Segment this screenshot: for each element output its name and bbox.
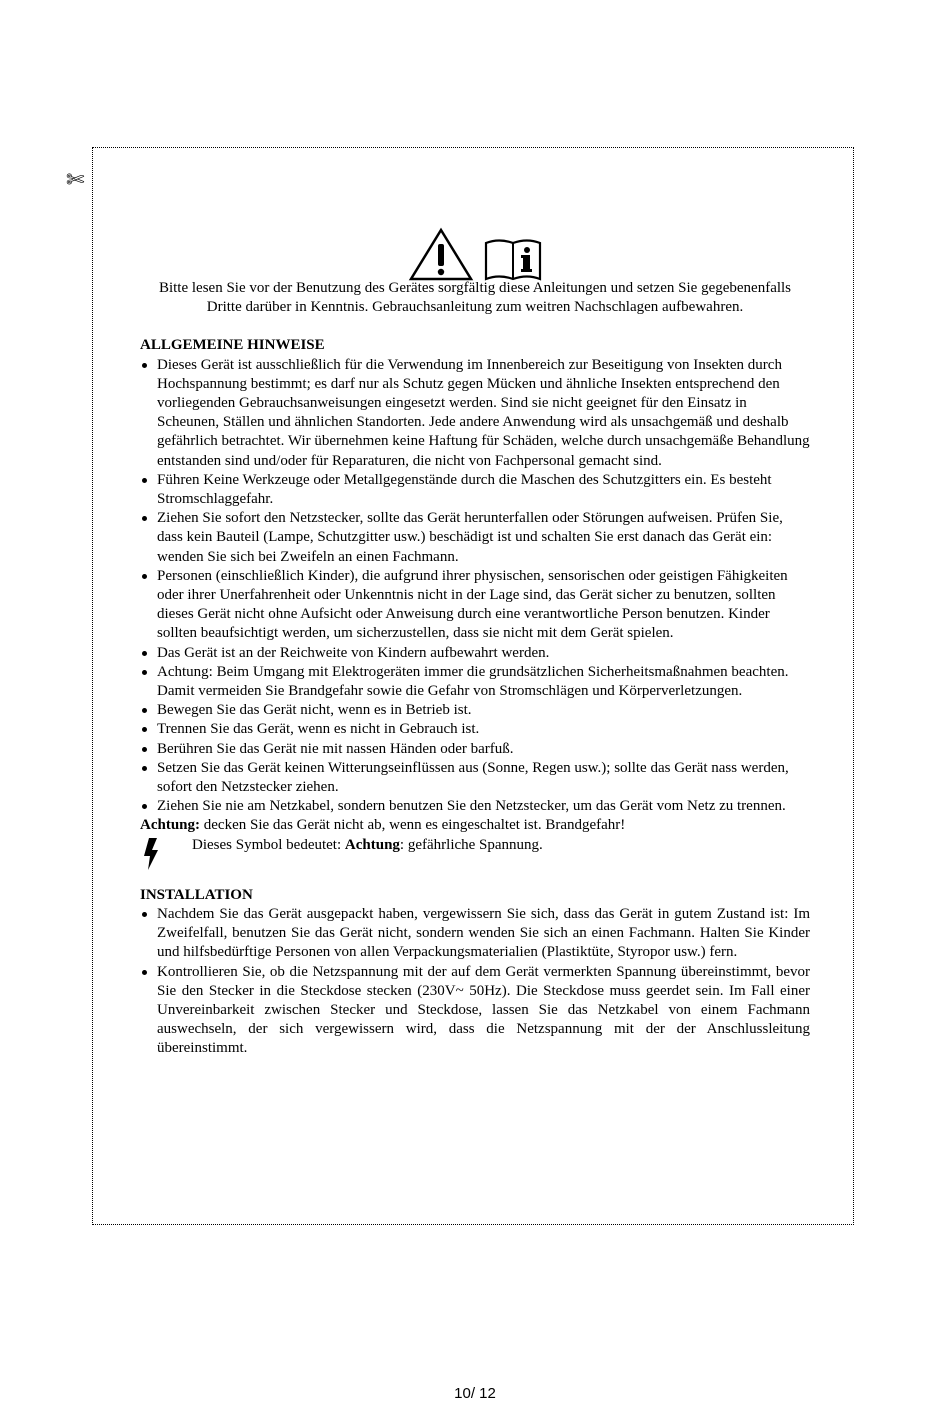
read-manual-icon — [484, 237, 542, 281]
list-item: Das Gerät ist an der Reichweite von Kindern aufbewahrt werden. — [140, 644, 810, 663]
document-content — [140, 227, 810, 1059]
header-icons — [140, 227, 810, 281]
voltage-symbol-note — [140, 836, 810, 874]
installation-list — [140, 905, 810, 1059]
list-item: Trennen Sie das Gerät, wenn es nicht in Gebrauch ist. — [140, 720, 810, 739]
warning-triangle-icon — [408, 227, 474, 281]
general-heading: ALLGEMEINE HINWEISE — [140, 337, 325, 354]
intro-text: Bitte lesen Sie vor der Benutzung des Gerätes sorgfältig diese Anleitungen und setzen Sie gegebenenfalls Dritte darüber in Kenntnis. Gebrauchsanleitung zum weitren Nachschlagen aufbewahren. — [158, 280, 792, 316]
list-item: Berühren Sie das Gerät nie mit nassen Händen oder barfuß. — [140, 740, 810, 759]
symbol-prefix: Dieses Symbol bedeutet: — [192, 836, 345, 853]
list-item: Setzen Sie das Gerät keinen Witterungseinflüssen aus (Sonne, Regen usw.); sollte das Gerät nass werden, sofort den Netzstecker ziehen. — [140, 759, 810, 797]
general-list — [140, 356, 810, 817]
symbol-suffix: : gefährliche Spannung. — [399, 836, 543, 853]
list-item: Personen (einschließlich Kinder), die aufgrund ihrer physischen, sensorischen oder geistigen Fähigkeiten oder ihrer Unerfahrenheit oder Unkenntnis nicht in der Lage sind, das Gerät sicher zu benutzen, sollten dieses Gerät nicht ohne Aufsicht oder Anweisung durch eine verantwortliche Person benutzen. Kinder sollten beaufsichtigt werden, um sicherzustellen, dass sie nicht mit dem Gerät spielen. — [140, 567, 810, 644]
high-voltage-icon — [140, 836, 192, 874]
warning-text: decken Sie das Gerät nicht ab, wenn es eingeschaltet ist. Brandgefahr! — [200, 817, 626, 834]
list-item: Ziehen Sie sofort den Netzstecker, sollte das Gerät herunterfallen oder Störungen aufweisen. Prüfen Sie, dass kein Bauteil (Lampe, Schutzgitter usw.) beschädigt ist und schalten Sie erst danach das Gerät ein: wenden Sie sich bei Zweifeln an einen Fachmann. — [140, 509, 810, 567]
page-number: 10/ 12 — [454, 1385, 496, 1402]
warning-label: Achtung: — [140, 817, 201, 834]
list-item: Bewegen Sie das Gerät nicht, wenn es in Betrieb ist. — [140, 701, 810, 720]
symbol-bold: Achtung — [344, 836, 400, 853]
list-item: Führen Keine Werkzeuge oder Metallgegenstände durch die Maschen des Schutzgitters ein. Es besteht Stromschlaggefahr. — [140, 471, 810, 509]
installation-heading: INSTALLATION — [140, 886, 253, 903]
list-item: Kontrollieren Sie, ob die Netzspannung mit der auf dem Gerät vermerkten Spannung übereinstimmt, bevor Sie den Stecker in die Steckdose stecken (230V~ 50Hz). Die Steckdose muss geerdet sein. Im Fall einer Unvereinbarkeit zwischen Stecker und Steckdose, lassen Sie das Netzkabel von einem Fachmann auswechseln, der sich vergewissern wird, dass die Netzspannung mit der der Anschlussleitung übereinstimmt. — [140, 963, 810, 1059]
list-item: Dieses Gerät ist ausschließlich für die Verwendung im Innenbereich zur Beseitigung von Insekten durch Hochspannung bestimmt; es darf nur als Schutz gegen Mücken und ähnliche Insekten entsprechend den vorliegenden Gebrauchsanweisungen eingesetzt werden. Sind sie nicht geeignet für den Einsatz in Scheunen, Ställen und ähnlichen Standorten. Jede andere Anwendung wird als unsachgemäß und deshalb gefährlich betrachtet. Wir übernehmen keine Haftung für Schäden, welche durch unsachgemäße Behandlung entstanden sind und/oder für Reparaturen, die nicht von Fachpersonal gemacht sind. — [140, 356, 810, 471]
list-item: Ziehen Sie nie am Netzkabel, sondern benutzen Sie den Netzstecker, um das Gerät vom Netz zu trennen. — [140, 797, 810, 816]
installation-section — [140, 886, 810, 1059]
list-item: Achtung: Beim Umgang mit Elektrogeräten immer die grundsätzlichen Sicherheitsmaßnahmen beachten. Damit vermeiden Sie Brandgefahr sowie die Gefahr von Stromschlägen und Körperverletzungen. — [140, 663, 810, 701]
list-item: Nachdem Sie das Gerät ausgepackt haben, vergewissern Sie sich, dass das Gerät in gutem Zustand ist: Im Zweifelfall, benutzen Sie das Gerät nicht, sondern wenden Sie sich an einen Fachmann. Halten Sie Kinder und hilfsbedürftige Personen von allen Verpackungsmaterialien (Plastiktüte, Styropor usw.) fern. — [140, 905, 810, 963]
fire-warning — [140, 816, 810, 835]
scissors-icon: ✄ — [66, 168, 85, 193]
